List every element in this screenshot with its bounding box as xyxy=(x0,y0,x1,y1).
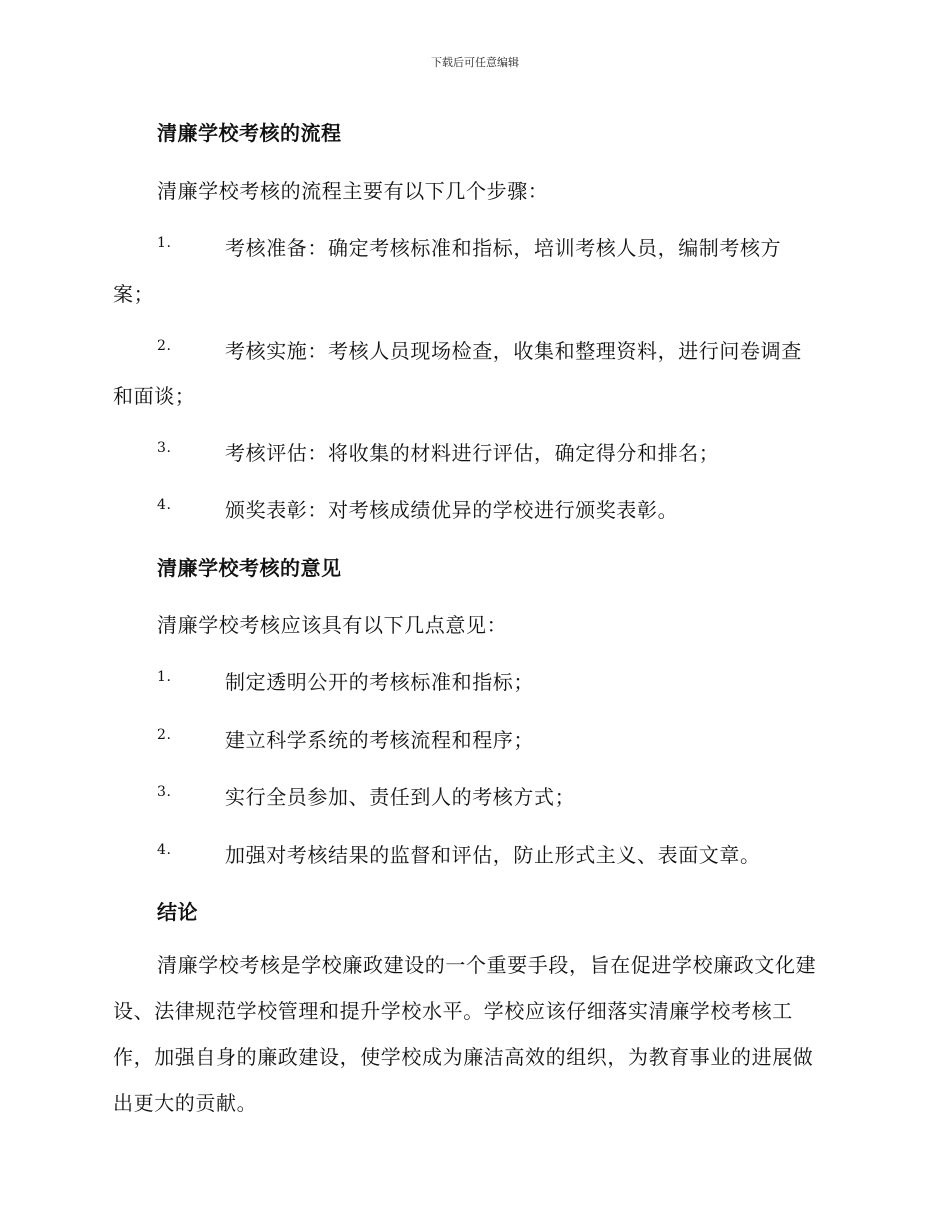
list-text: 实行全员参加、责任到人的考核方式； xyxy=(225,785,576,809)
list-number: 3. xyxy=(157,440,172,456)
section-title-process: 清廉学校考核的流程 xyxy=(157,121,342,145)
list-text: 建立科学系统的考核流程和程序； xyxy=(225,728,534,752)
list-text: 加强对考核结果的监督和评估，防止形式主义、表面文章。 xyxy=(225,843,761,867)
list-text: 考核评估：将收集的材料进行评估，确定得分和排名； xyxy=(225,441,720,465)
list-text-continuation: 和面谈； xyxy=(113,384,196,408)
list-text: 考核准备：确定考核标准和指标，培训考核人员，编制考核方 xyxy=(225,236,782,260)
list-number: 1. xyxy=(157,235,172,251)
list-number: 3. xyxy=(157,784,172,800)
list-number: 2. xyxy=(157,338,172,354)
section-title-opinions: 清廉学校考核的意见 xyxy=(157,556,342,580)
conclusion-paragraph: 清廉学校考核是学校廉政建设的一个重要手段，旨在促进学校廉政文化建设、法律规范学校管理和提升学校水平。学校应该仔细落实清廉学校考核工作，加强自身的廉政建设，使学校成为廉洁高效的组织，为教育事业的进展做出更大的贡献。 xyxy=(113,953,817,1115)
section-intro-opinions: 清廉学校考核应该具有以下几点意见： xyxy=(157,613,508,637)
page-header: 下载后可任意编辑 xyxy=(431,56,519,69)
list-text: 制定透明公开的考核标准和指标； xyxy=(225,670,534,694)
list-number: 4. xyxy=(157,842,172,858)
list-number: 4. xyxy=(157,497,172,513)
section-title-conclusion: 结论 xyxy=(157,900,198,924)
section-intro-process: 清廉学校考核的流程主要有以下几个步骤： xyxy=(157,179,549,203)
list-number: 2. xyxy=(157,727,172,743)
list-text: 颁奖表彰：对考核成绩优异的学校进行颁奖表彰。 xyxy=(225,498,679,522)
list-text: 考核实施：考核人员现场检查，收集和整理资料，进行问卷调查 xyxy=(225,339,802,363)
list-text-continuation: 案； xyxy=(113,282,155,306)
list-number: 1. xyxy=(157,669,172,685)
